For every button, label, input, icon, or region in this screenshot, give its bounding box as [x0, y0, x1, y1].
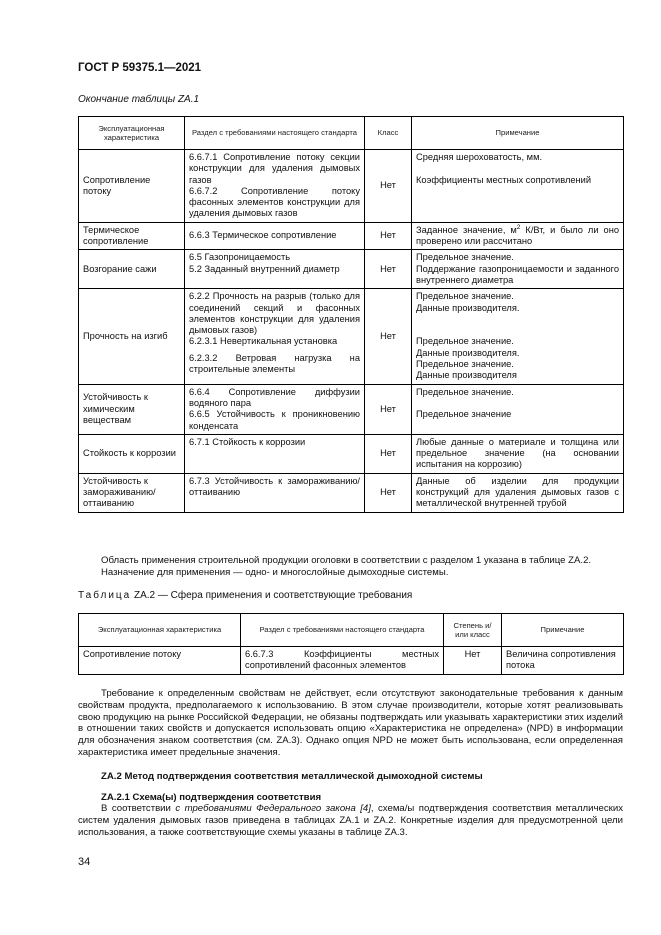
requirement-item: 6.5 Газопроницаемость: [189, 252, 291, 263]
cell-characteristic: Прочность на изгиб: [79, 289, 185, 384]
cell-section: 6.6.7.3 Коэффициенты местных сопротивлений фасонных элементов: [241, 647, 444, 675]
requirement-item: 5.2 Заданный внутренний диаметр: [189, 263, 340, 274]
note-item: Предельное значение.: [416, 252, 514, 263]
requirement-paragraph: Требование к определенным свойствам не действует, если отсутствуют законодательные требования к данным свойствам продукта, предполагаемого к использованию. В этом случае производители, которые хотят реализовывать свою продукцию на рынке Российской Федерации, не обязаны подтверждать или указывать характеристики этих изделий в отношении таких свойств и допускается использовать опцию «Характеристика не определена» (NPD) в информации для обозначения знаком соответствия (см. ZA.3). Однако опция NPD не может быть использована, если определенная характеристика имеет предельные значения.: [78, 688, 623, 758]
table-a2-caption-word: Таблица: [78, 590, 132, 601]
cell-characteristic: Устойчивость к химическим веществам: [79, 384, 185, 434]
section-heading-za21: ZA.2.1 Схема(ы) подтверждения соответствия: [101, 792, 322, 803]
note-text: Заданное значение, м: [416, 224, 517, 235]
cell-class: Нет: [365, 250, 412, 289]
note-item: Предельное значение.: [416, 386, 514, 397]
header-class: Класс: [365, 117, 412, 150]
table-za2: [78, 613, 624, 675]
cell-characteristic: Стойкость к коррозии: [79, 434, 185, 473]
header-characteristic: Эксплуатационная характеристика: [79, 117, 185, 150]
cell-characteristic: Возгорание сажи: [79, 250, 185, 289]
note-item: Предельное значение.: [416, 359, 514, 370]
cell-class: Нет: [365, 473, 412, 512]
requirement-item: 6.2.3.1 Невертикальная установка: [189, 336, 338, 347]
cell-section: 6.6.3 Термическое сопротивление: [185, 222, 365, 250]
note-item: Поддержание газопроницаемости и заданного внутреннего диаметра: [416, 263, 619, 285]
cell-note: [412, 150, 624, 223]
table-header-row: [79, 614, 624, 647]
requirement-item: 6.6.5 Устойчивость к проникновению конденсата: [189, 409, 360, 431]
za21-text: В соответствии: [101, 803, 176, 814]
note-item: Данные производителя.: [416, 302, 520, 313]
note-item: Предельное значение.: [416, 291, 514, 302]
header-class: Степень и/или класс: [444, 614, 502, 647]
header-note: Примечание: [502, 614, 624, 647]
cell-section: [185, 150, 365, 223]
cell-class: Нет: [444, 647, 502, 675]
page-number: 34: [78, 856, 91, 868]
note-item: Предельное значение.: [416, 336, 514, 347]
table-row: [79, 434, 624, 473]
table-row: [79, 250, 624, 289]
za21-text: , схема/ы подтверждения соответствия металлических систем удаления дымовых газов приведена в таблицах ZA.1 и ZA.2. Конкретные изделия для предусмотренной цели использования, а также соответствующие схемы указаны в таблице ZA.3.: [78, 803, 623, 838]
cell-note: [412, 222, 624, 250]
cell-class: Нет: [365, 289, 412, 384]
cell-characteristic: Сопротивление потоку: [79, 150, 185, 223]
document-header: ГОСТ Р 59375.1—2021: [78, 62, 202, 74]
requirement-item: 6.6.7.2 Сопротивление потоку фасонных элементов конструкции для удаления дымовых газов: [189, 185, 360, 219]
note-item: Средняя шероховатость, мм.: [416, 152, 543, 162]
requirement-item: 6.2.3.2 Ветровая нагрузка на строительные элементы: [189, 352, 360, 375]
table-row: [79, 222, 624, 250]
header-section: Раздел с требованиями настоящего стандарта: [241, 614, 444, 647]
cell-section: [185, 384, 365, 434]
note-superscript: 2: [516, 223, 521, 231]
purpose-paragraph: Назначение для применения — одно- и многослойные дымоходные системы.: [101, 567, 449, 578]
za21-reference: с требованиями Федерального закона [4]: [175, 803, 371, 814]
cell-class: Нет: [365, 222, 412, 250]
cell-section: [185, 289, 365, 384]
cell-note: [412, 289, 624, 384]
cell-class: Нет: [365, 384, 412, 434]
section-heading-za2: ZA.2 Метод подтверждения соответствия металлической дымоходной системы: [101, 771, 483, 782]
header-note: Примечание: [412, 117, 624, 150]
cell-note: Величина сопротивления потока: [502, 647, 624, 675]
table-row: [79, 289, 624, 384]
table-a2-caption: [78, 590, 412, 601]
cell-class: Нет: [365, 150, 412, 223]
cell-class: Нет: [365, 434, 412, 473]
cell-note: Данные об изделии для продукции конструкций для удаления дымовых газов с металлической внутренней трубой: [412, 473, 624, 512]
scope-paragraph: Область применения строительной продукции оголовки в соответствии с разделом 1 указана в таблице ZA.2.: [101, 555, 592, 566]
note-item: Данные производителя: [416, 370, 517, 381]
cell-section: [185, 250, 365, 289]
note-item: Данные производителя.: [416, 347, 520, 358]
table-row: [79, 384, 624, 434]
table-a2-caption-text: ZA.2 — Сфера применения и соответствующие требования: [131, 590, 413, 601]
requirement-item: 6.6.7.1 Сопротивление потоку секции конструкции для удаления дымовых газов: [189, 152, 360, 185]
note-item: Предельное значение: [416, 409, 512, 420]
cell-section: 6.7.1 Стойкость к коррозии: [185, 434, 365, 473]
cell-section: 6.7.3 Устойчивость к замораживанию/оттаиванию: [185, 473, 365, 512]
table-za1: [78, 116, 624, 513]
note-item: Коэффициенты местных сопротивлений: [416, 174, 592, 185]
table-header-row: [79, 117, 624, 150]
table-row: [79, 473, 624, 512]
cell-note: [412, 384, 624, 434]
table-row: [79, 150, 624, 223]
table-a1-caption: Окончание таблицы ZA.1: [78, 94, 200, 105]
za21-paragraph: [78, 803, 623, 838]
cell-characteristic: Термическое сопротивление: [79, 222, 185, 250]
table-row: [79, 647, 624, 675]
requirement-item: 6.6.4 Сопротивление диффузии водяного пара: [189, 386, 360, 408]
header-section: Раздел с требованиями настоящего стандарта: [185, 117, 365, 150]
note-text: К/Вт, и было ли оно проверено или рассчитано: [416, 224, 619, 247]
cell-characteristic: Сопротивление потоку: [79, 647, 241, 675]
cell-note: Любые данные о материале и толщина или предельное значение (на основании испытания на коррозию): [412, 434, 624, 473]
header-characteristic: Эксплуатационная характеристика: [79, 614, 241, 647]
cell-characteristic: Устойчивость к замораживанию/оттаиванию: [79, 473, 185, 512]
cell-note: [412, 250, 624, 289]
requirement-item: 6.2.2 Прочность на разрыв (только для соединений секций и фасонных элементов конструкции для удаления дымовых газов): [189, 291, 360, 336]
